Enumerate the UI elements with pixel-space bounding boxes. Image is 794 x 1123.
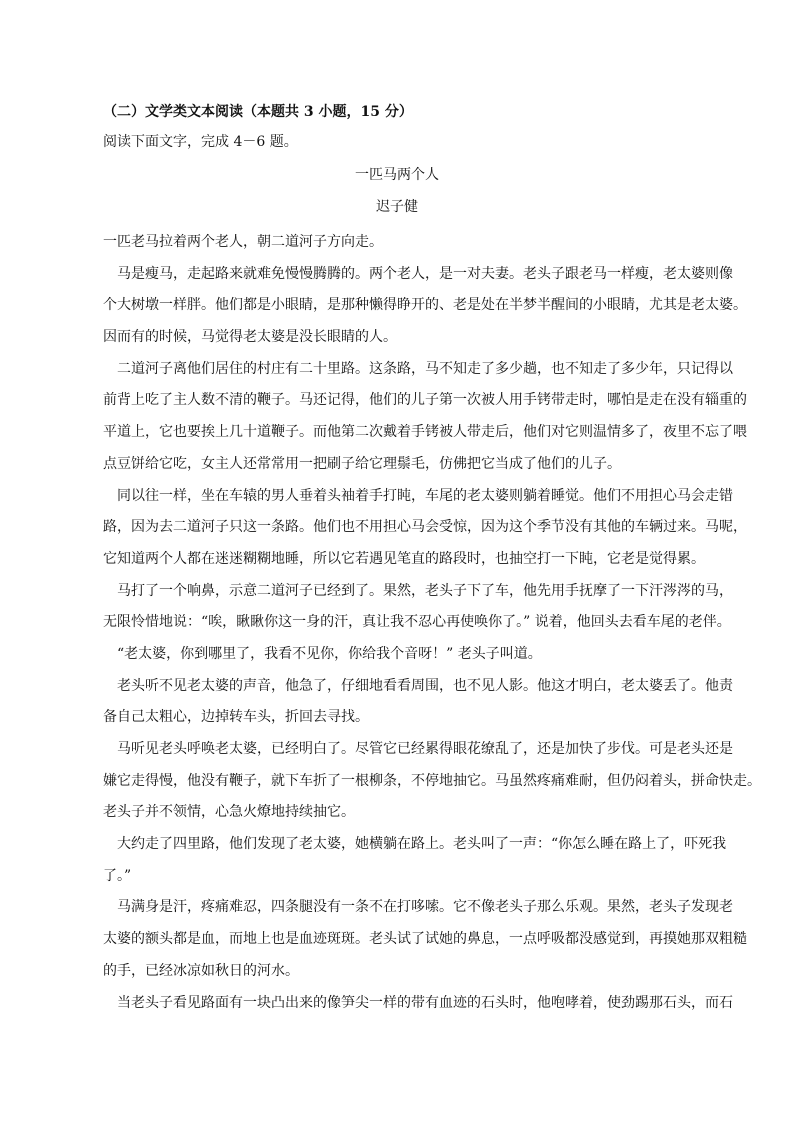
paragraph-line: 大约走了四里路，他们发现了老太婆，她横躺在路上。老头叫了一声：“你怎么睡在路上了，吓死我 <box>103 836 727 853</box>
section-heading: （二）文学类文本阅读（本题共 3 小题，15 分） <box>103 104 413 120</box>
paragraph-line: 当老头子看见路面有一块凸出来的像笋尖一样的带有血迹的石头时，他咆哮着，使劲踢那石头，而石 <box>103 994 733 1011</box>
paragraph-line: 马满身是汗，疼痛难忍，四条腿没有一条不在打哆嗦。它不像老头子那么乐观。果然，老头子发现老 <box>103 899 733 916</box>
story-paragraph <box>103 354 747 481</box>
paragraph-line: 马打了一个响鼻，示意二道河子已经到了。果然，老头子下了车，他先用手抚摩了一下汗涔涔的马， <box>103 582 733 599</box>
story-paragraph <box>103 734 761 829</box>
paragraph-line: “老太婆，你到哪里了，我看不见你，你给我个音呀！” 老头子叫道。 <box>103 645 542 662</box>
paragraph-line: 点豆饼给它吃，女主人还常常用一把刷子给它理鬃毛，仿佛把它当成了他们的儿子。 <box>103 455 621 472</box>
paragraph-line: 一匹老马拉着两个老人，朝二道河子方向走。 <box>103 234 383 250</box>
paragraph-line: 同以往一样，坐在车辕的男人垂着头袖着手打盹，车尾的老太婆则躺着睡觉。他们不用担心马会走错 <box>103 487 733 504</box>
story-title: 一匹马两个人 <box>355 167 439 183</box>
story-paragraph <box>103 259 747 354</box>
paragraph-line: 平道上，它也要挨上几十道鞭子。而他第二次戴着手铐被人带走后，他们对它则温情多了，夜里不忘了喂 <box>103 424 747 441</box>
paragraph-line: 路，因为去二道河子只这一条路。他们也不用担心马会受惊，因为这个季节没有其他的车辆过来。马呢， <box>103 519 747 536</box>
story-paragraph <box>103 481 747 576</box>
paragraph-line: 老头子并不领情，心急火燎地持续抽它。 <box>103 804 355 821</box>
paragraph-line: 马是瘦马，走起路来就难免慢慢腾腾的。两个老人，是一对夫妻。老头子跟老马一样瘦，老太婆则像 <box>103 265 733 282</box>
paragraph-line: 它知道两个人都在迷迷糊糊地睡，所以它若遇见笔直的路段时，也抽空打一下盹，它老是觉得累。 <box>103 550 705 567</box>
paragraph-line: 个大树墩一样胖。他们都是小眼睛，是那种懒得睁开的、老是处在半梦半醒间的小眼睛，尤其是老太婆。 <box>103 297 747 314</box>
paragraph-line: 因而有的时候，马觉得老太婆是没长眼睛的人。 <box>103 329 397 346</box>
paragraph-line: 太婆的额头都是血，而地上也是血迹斑斑。老头试了试她的鼻息，一点呼吸都没感觉到，再摸她那双粗糙 <box>103 931 747 948</box>
story-paragraph <box>103 829 727 892</box>
story-paragraph <box>103 227 716 259</box>
paragraph-line: 的手，已经冰凉如秋日的河水。 <box>103 962 299 979</box>
paragraph-line: 二道河子离他们居住的村庄有二十里路。这条路，马不知走了多少趟，也不知走了多少年，只记得以 <box>103 360 733 377</box>
paragraph-line: 马听见老头呼唤老太婆，已经明白了。尽管它已经累得眼花缭乱了，还是加快了步伐。可是老头还是 <box>103 741 733 757</box>
paragraph-line: 嫌它走得慢，他没有鞭子，就下车折了一根柳条，不停地抽它。马虽然疼痛难耐，但仍闷着头，拼命快走。 <box>103 772 761 789</box>
story-paragraph <box>103 671 733 734</box>
story-paragraph <box>103 892 747 987</box>
story-author: 迟子健 <box>376 199 418 215</box>
story-body <box>103 227 761 1019</box>
paragraph-line: 前背上吃了主人数不清的鞭子。马还记得，他们的儿子第一次被人用手铐带走时，哪怕是走在没有辎重的 <box>103 392 747 409</box>
story-paragraph <box>103 988 733 1020</box>
story-paragraph <box>103 576 733 639</box>
paragraph-line: 了。” <box>103 867 132 884</box>
paragraph-line: 老头听不见老太婆的声音，他急了，仔细地看看周围，也不见人影。他这才明白，老太婆丢了。他责 <box>103 677 733 694</box>
reading-instruction: 阅读下面文字，完成 4－6 题。 <box>103 134 298 150</box>
story-paragraph <box>103 639 716 671</box>
paragraph-line: 备自己太粗心，边掉转车头，折回去寻找。 <box>103 709 369 726</box>
paragraph-line: 无限怜惜地说：“唉，瞅瞅你这一身的汗，真让我不忍心再使唤你了。” 说着，他回头去看车尾的老伴。 <box>103 614 731 631</box>
